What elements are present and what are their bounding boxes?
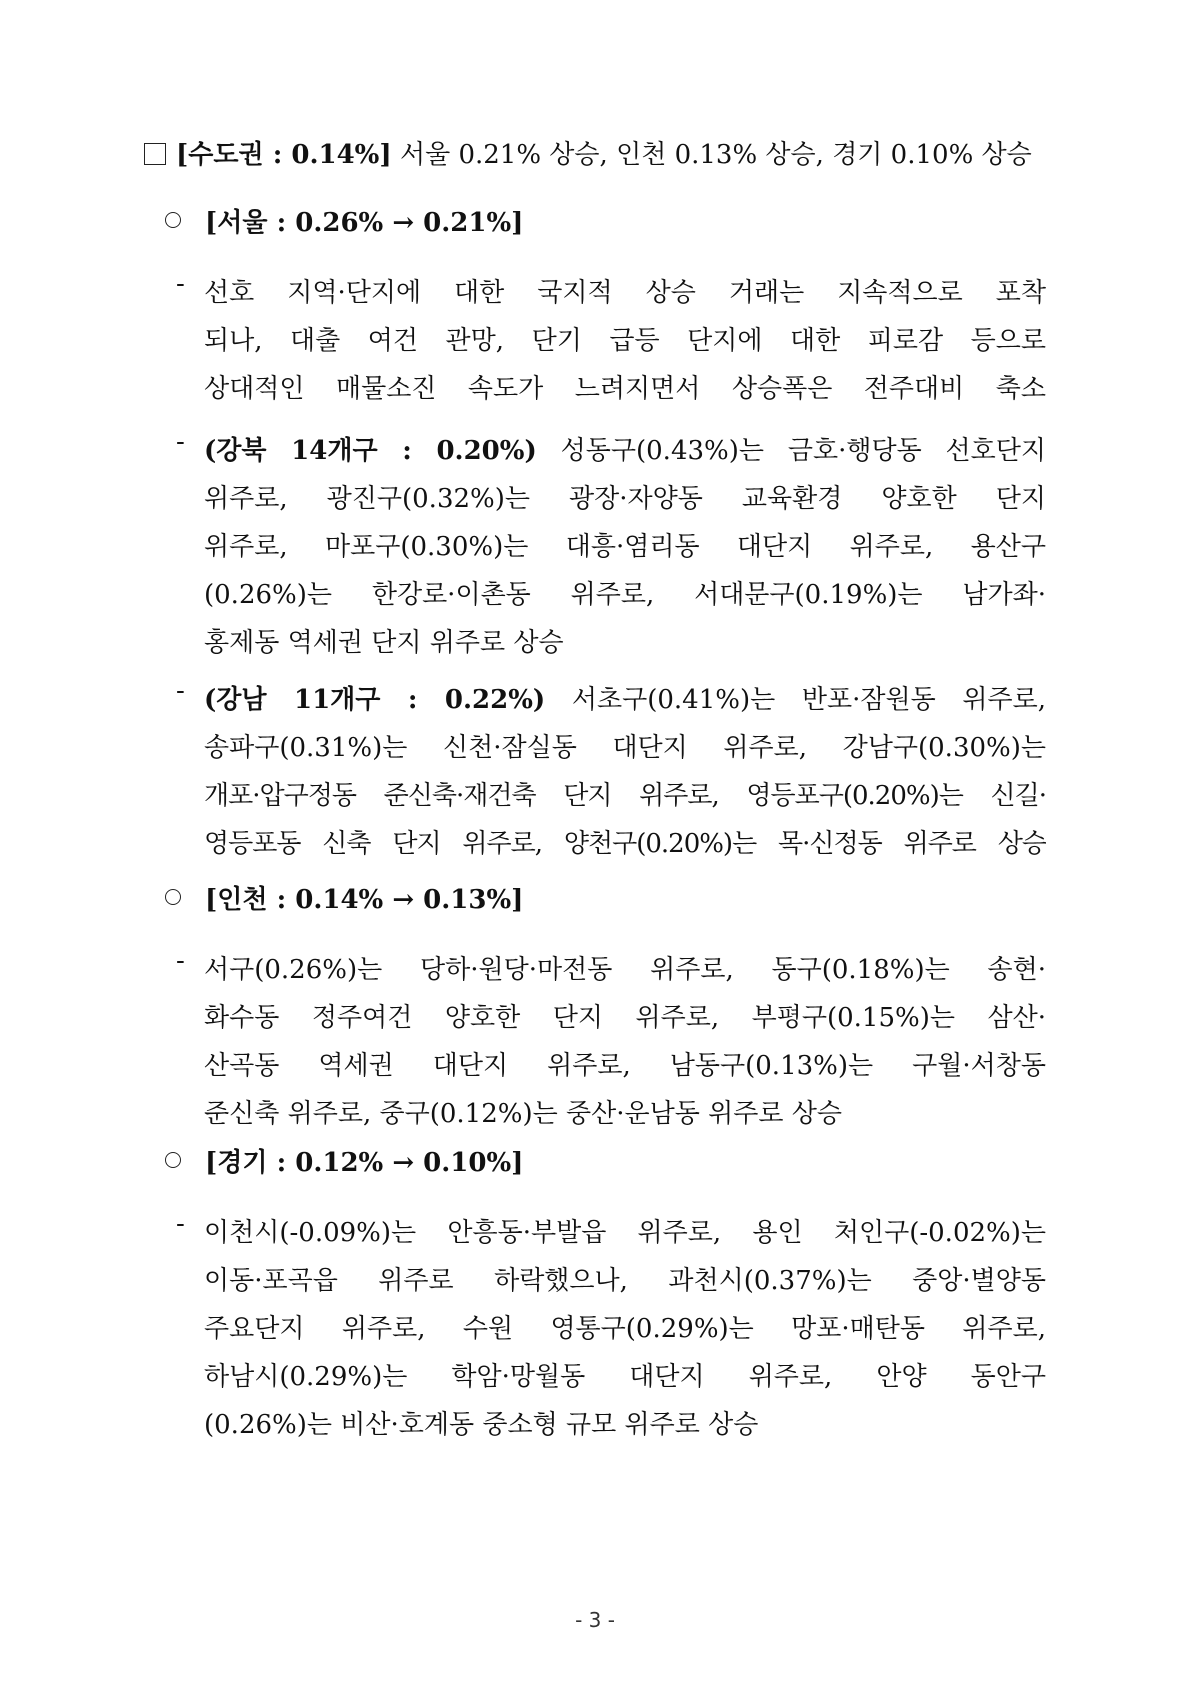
dash-bullet: -	[176, 427, 185, 457]
text-line: (0.26%)는 한강로·이촌동 위주로, 서대문구(0.19%)는 남가좌·	[204, 580, 1046, 610]
gyeonggi-paragraph	[176, 1209, 1046, 1449]
text-line: 위주로, 마포구(0.30%)는 대흥·염리동 대단지 위주로, 용산구	[204, 532, 1046, 562]
text-line: 화수동 정주여건 양호한 단지 위주로, 부평구(0.15%)는 삼산·	[204, 1003, 1046, 1033]
checkbox-square-icon	[144, 143, 166, 165]
region-label: [수도권 : 0.14%]	[176, 140, 392, 170]
circle-bullet-icon	[165, 1152, 181, 1168]
dash-bullet: -	[176, 676, 185, 706]
incheon-heading	[165, 882, 523, 918]
seoul-title: [서울 : 0.26% → 0.21%]	[205, 208, 524, 238]
text-line: 준신축 위주로, 중구(0.12%)는 중산·운남동 위주로 상승	[204, 1099, 842, 1129]
text-line: 서구(0.26%)는 당하·원당·마전동 위주로, 동구(0.18%)는 송현·	[204, 955, 1046, 985]
incheon-paragraph	[176, 946, 1046, 1138]
text-line: 송파구(0.31%)는 신천·잠실동 대단지 위주로, 강남구(0.30%)는	[204, 733, 1046, 763]
text-line	[204, 676, 1046, 724]
text-line: 주요단지 위주로, 수원 영통구(0.29%)는 망포·매탄동 위주로,	[204, 1314, 1046, 1344]
section-header	[144, 137, 1044, 173]
page-number: - 3 -	[575, 1608, 615, 1632]
circle-bullet-icon	[165, 212, 181, 228]
text-line	[204, 427, 1046, 475]
text-line: 위주로, 광진구(0.32%)는 광장·자양동 교육환경 양호한 단지	[204, 484, 1046, 514]
incheon-title: [인천 : 0.14% → 0.13%]	[205, 885, 524, 915]
seoul-heading	[165, 205, 523, 241]
dash-bullet: -	[176, 269, 185, 299]
region-summary: 서울 0.21% 상승, 인천 0.13% 상승, 경기 0.10% 상승	[399, 140, 1032, 170]
gyeonggi-title: [경기 : 0.12% → 0.10%]	[205, 1148, 524, 1178]
gangbuk-lead: (강북 14개구 : 0.20%)	[204, 436, 537, 466]
text-line: 개포·압구정동 준신축·재건축 단지 위주로, 영등포구(0.20%)는 신길·	[204, 781, 1046, 811]
gangbuk-first-line: 성동구(0.43%)는 금호·행당동 선호단지	[536, 436, 1046, 466]
text-line: 하남시(0.29%)는 학암·망월동 대단지 위주로, 안양 동안구	[204, 1362, 1046, 1392]
dash-bullet: -	[176, 1209, 185, 1239]
gangnam-lead: (강남 11개구 : 0.22%)	[204, 685, 546, 715]
text-line: 이동·포곡읍 위주로 하락했으나, 과천시(0.37%)는 중앙·별양동	[204, 1266, 1046, 1296]
dash-bullet: -	[176, 946, 185, 976]
seoul-paragraph-1	[176, 269, 1046, 413]
text-line: 영등포동 신축 단지 위주로, 양천구(0.20%)는 목·신정동 위주로 상승	[204, 829, 1046, 859]
text-line: 산곡동 역세권 대단지 위주로, 남동구(0.13%)는 구월·서창동	[204, 1051, 1046, 1081]
text-line: 상대적인 매물소진 속도가 느려지면서 상승폭은 전주대비 축소	[204, 374, 1046, 404]
text-line: 되나, 대출 여건 관망, 단기 급등 단지에 대한 피로감 등으로	[204, 326, 1046, 356]
seoul-gangnam-paragraph	[176, 676, 1046, 868]
seoul-gangbuk-paragraph	[176, 427, 1046, 667]
text-line: 선호 지역·단지에 대한 국지적 상승 거래는 지속적으로 포착	[204, 278, 1046, 308]
gyeonggi-heading	[165, 1145, 523, 1181]
text-line: 홍제동 역세권 단지 위주로 상승	[204, 628, 564, 658]
gangnam-first-line: 서초구(0.41%)는 반포·잠원동 위주로,	[545, 685, 1046, 715]
text-line: 이천시(-0.09%)는 안흥동·부발읍 위주로, 용인 처인구(-0.02%)는	[204, 1218, 1046, 1248]
circle-bullet-icon	[165, 889, 181, 905]
text-line: (0.26%)는 비산·호계동 중소형 규모 위주로 상승	[204, 1410, 759, 1440]
